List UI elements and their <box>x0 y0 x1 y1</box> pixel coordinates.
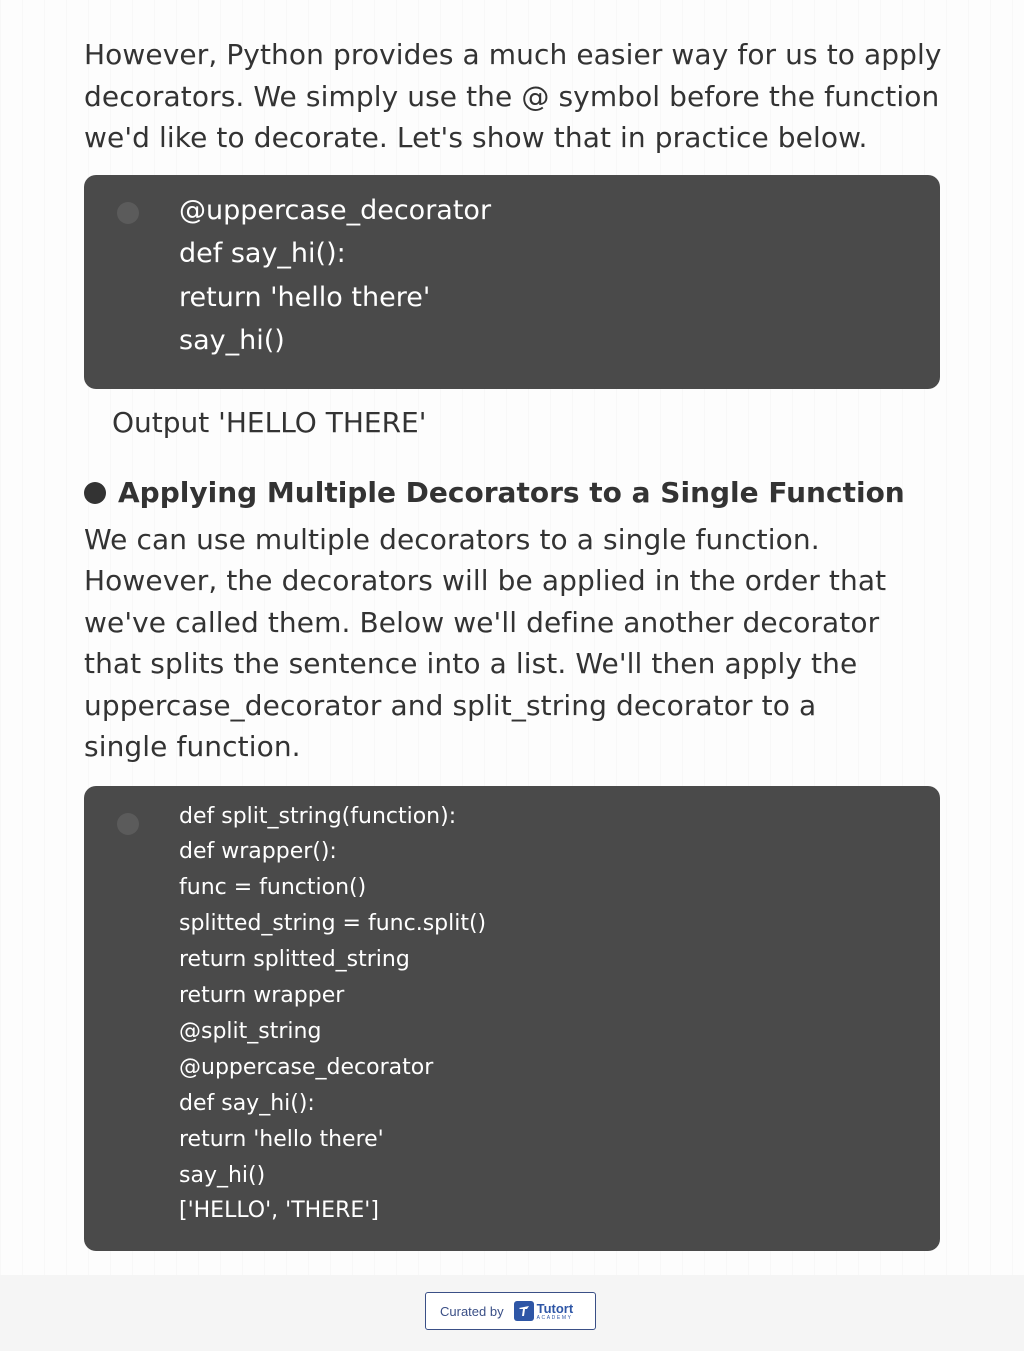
bullet-icon <box>84 482 106 504</box>
section-line: single function. <box>84 730 301 763</box>
section-line: However, the decorators will be applied in the order that <box>84 564 887 597</box>
tutort-logo-glyph <box>517 1304 531 1318</box>
section-paragraph <box>84 519 984 768</box>
section-line: We can use multiple decorators to a single function. <box>84 522 820 556</box>
code-line: return 'hello there' <box>179 281 431 313</box>
article-content <box>84 34 984 1251</box>
code-line: func = function() <box>179 875 367 901</box>
code-line: def wrapper(): <box>179 839 337 865</box>
code-line: def split_string(function): <box>179 803 457 829</box>
code-line: @uppercase_decorator <box>179 194 492 226</box>
code-lines <box>179 189 491 363</box>
intro-line: decorators. We simply use the @ symbol before the function <box>84 79 940 113</box>
output-text: Output 'HELLO THERE' <box>112 405 427 439</box>
intro-line: However, Python provides a much easier way for us to apply <box>84 38 942 71</box>
section-line: that splits the sentence into a list. We'll then apply the <box>84 647 858 680</box>
brand-subtitle: ACADEMY <box>536 1314 573 1321</box>
code-line: return 'hello there' <box>179 1126 384 1152</box>
code-block-decorator-usage <box>84 175 940 389</box>
intro-paragraph <box>84 34 984 159</box>
code-bullet-icon <box>117 813 139 835</box>
section-line: we've called them. Below we'll define another decorator <box>84 605 880 639</box>
curated-by-label: Curated by <box>440 1303 504 1319</box>
code-line: def say_hi(): <box>179 1090 315 1116</box>
code-line: @uppercase_decorator <box>179 1054 434 1080</box>
code-line: return splitted_string <box>179 947 410 973</box>
curated-by-badge[interactable] <box>425 1292 596 1330</box>
code-line: @split_string <box>179 1018 322 1044</box>
code-line: say_hi() <box>179 325 285 356</box>
tutort-logo-icon <box>514 1301 534 1321</box>
code-line: ['HELLO', 'THERE'] <box>179 1198 379 1224</box>
code-block-multiple-decorators <box>84 786 940 1251</box>
code-line: splitted_string = func.split() <box>179 911 487 937</box>
code-line: say_hi() <box>179 1162 266 1188</box>
brand-name: Tutort <box>536 1300 574 1316</box>
code-line: def say_hi(): <box>179 238 346 269</box>
code-lines <box>179 799 486 1230</box>
section-line: uppercase_decorator and split_string decorator to a <box>84 688 817 722</box>
tutort-logo <box>537 1302 574 1321</box>
section-heading-text: Applying Multiple Decorators to a Single Function <box>118 475 905 509</box>
footer <box>0 1275 1024 1351</box>
code-line: return wrapper <box>179 983 345 1009</box>
section-heading <box>84 473 984 513</box>
intro-line: we'd like to decorate. Let's show that in practice below. <box>84 121 868 154</box>
code-bullet-icon <box>117 202 139 224</box>
